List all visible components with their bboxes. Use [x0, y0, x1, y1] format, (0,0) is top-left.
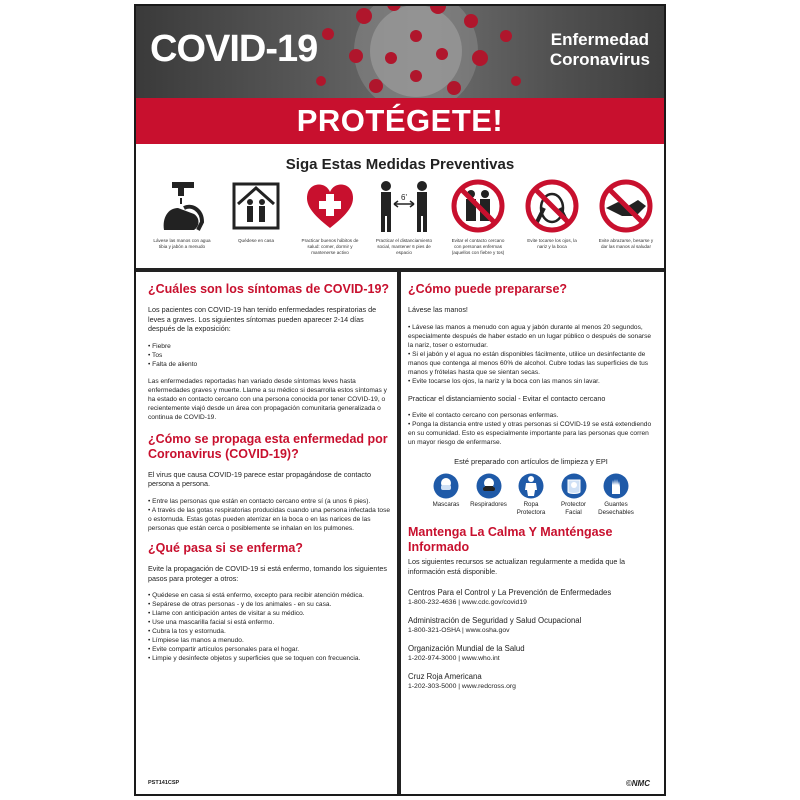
list-item: • Evite compartir artículos personales para el hogar. [148, 646, 300, 654]
respirator-icon [476, 473, 502, 499]
protective-suit-icon [518, 473, 544, 499]
header-banner [136, 6, 664, 98]
ppe-label: Protector Facial [560, 501, 587, 517]
health-heart-icon [302, 178, 358, 234]
resource-osha [408, 616, 654, 635]
measure-hand-washing [152, 178, 212, 266]
measure-caption: Evitar el contacto cercano con personas enfermas (aquellos con fiebre y tos) [451, 238, 505, 255]
list-item: • Fiebre [148, 342, 171, 350]
list-item: • A través de las gotas respiratorias producidas cuando una persona infectada tose o estornuda. Estas gotas pueden aterrizar en la boca o en las narices de las personas que están cerca o posiblemente se inhalan en los pulmones. [148, 506, 391, 532]
list-item: • Use una mascarilla facial si está enfermo. [148, 619, 275, 627]
ppe-label: Guantes Desechables [598, 501, 634, 517]
no-handshake-icon [598, 178, 654, 234]
resource-red-cross [408, 672, 654, 691]
ppe-row [426, 473, 636, 517]
resource-contact: 1-800-232-4636 | www.cdc.gov/covid19 [408, 599, 527, 607]
left-column [148, 282, 392, 671]
poster-title: COVID-19 [150, 28, 318, 70]
measure-caption: Quédese en casa [237, 238, 274, 243]
list-item: • Quédese en casa si está enfermo, excepto para recibir atención médica. [148, 592, 364, 600]
spread-paragraph: El virus que causa COVID-19 parece estar propagándose de contacto persona a persona. [148, 469, 371, 489]
stay-informed-paragraph: Los siguientes recursos se actualizan regularmente a medida que la información está disponible. [408, 557, 625, 576]
measures-icons-row [152, 178, 656, 266]
measure-caption: Evite tocarse los ojos, la nariz y la boca [527, 238, 577, 249]
measure-healthy-habits [300, 178, 360, 266]
list-item: • Tos [148, 351, 163, 359]
measure-no-handshake [596, 178, 656, 266]
list-item: • Ponga la distancia entre usted y otras personas si COVID-19 se está extendiendo en su comunidad. Esto es especialmente importante para las personas que corren un mayor riesgo de enfermarse. [408, 421, 652, 447]
list-item: • Falta de aliento [148, 360, 198, 368]
resource-name: Cruz Roja Americana [408, 672, 482, 682]
prepare-heading: ¿Cómo puede prepararse? [408, 282, 568, 296]
resource-name: Centros Para el Control y La Prevención de Enfermedades [408, 588, 612, 598]
list-item: • Si el jabón y el agua no están disponibles fácilmente, utilice un desinfectante de manos que contenga al menos 60% de alcohol. Cubre todas las superficies de tus manos y frótelas hasta que se sientan secas. [408, 350, 649, 376]
symptoms-list [148, 342, 392, 369]
list-item: • Lávese las manos a menudo con agua y jabón durante al menos 20 segundos, especialmente después de haber estado en un lugar público o después de sonarse la nariz, toser o estornudar. [408, 323, 652, 349]
stay-home-icon [228, 178, 284, 234]
measure-caption: Practicar el distanciamiento social, mantener 6 pies de espacio [375, 238, 433, 255]
measure-caption: Evite abrazarse, besarse y dar las manos al saludar [598, 238, 654, 249]
resource-who [408, 644, 654, 663]
distance-label: 6' [401, 193, 407, 202]
measure-stay-home [226, 178, 286, 266]
mask-icon [433, 473, 459, 499]
ppe-label: Mascaras [432, 501, 460, 509]
resource-contact: 1-202-303-5000 | www.redcross.org [408, 683, 516, 691]
measure-caption: Practicar buenos hábitos de salud: comer, dormir y mantenerse activo [301, 238, 359, 255]
spread-list [148, 497, 392, 533]
product-code: PST141CSP [148, 780, 180, 786]
symptoms-details: Las enfermedades reportadas han variado desde síntomas leves hasta enfermedades graves y muerte. Llame a su médico si desarrolla estos síntomas y ha estado en contacto cercano con una persona conocida por tener COVID-19, o recientemente viajó desde un área con propagación comunitaria generalizada o continua de COVID-19. [148, 377, 387, 421]
list-item: • Llame con anticipación antes de visitar a su médico. [148, 610, 305, 618]
column-divider [397, 272, 401, 794]
if-sick-paragraph: Evite la propagación de COVID-19 si está enfermo, tomando los siguientes pasos para proteger a otros: [148, 563, 387, 583]
list-item: • Evite el contacto cercano con personas enfermas. [408, 412, 559, 420]
poster-subtitle [550, 30, 650, 70]
no-close-contact-icon [450, 178, 506, 234]
ppe-gloves [596, 473, 636, 517]
gloves-icon [603, 473, 629, 499]
subtitle-line-2: Coronavirus [549, 50, 650, 69]
ppe-respirator [469, 473, 509, 517]
right-column [408, 282, 654, 700]
headline-bar: PROTÉGETE! [136, 98, 664, 144]
measure-no-face-touch [522, 178, 582, 266]
list-item: • Limpie y desinfecte objetos y superficies que se toquen con frecuencia. [148, 655, 361, 663]
face-shield-icon [561, 473, 587, 499]
ppe-label: Respiradores [470, 501, 507, 509]
if-sick-heading: ¿Qué pasa si se enferma? [148, 540, 303, 555]
list-item: • Cubra la tos y estornuda. [148, 628, 226, 636]
symptoms-heading: ¿Cuáles son los síntomas de COVID-19? [148, 282, 390, 296]
list-item: • Límpiese las manos a menudo. [148, 637, 244, 645]
ppe-label: Ropa Protectora [516, 501, 546, 517]
resource-contact: 1-202-974-3000 | www.who.int [408, 655, 500, 663]
if-sick-list [148, 591, 392, 663]
resource-name: Administración de Seguridad y Salud Ocupacional [408, 616, 582, 626]
ppe-protective-suit [511, 473, 551, 517]
ppe-title: Esté preparado con artículos de limpieza y EPI [454, 457, 608, 467]
no-face-touch-icon [524, 178, 580, 234]
resource-cdc [408, 588, 654, 607]
symptoms-paragraph: Los pacientes con COVID-19 han tenido enfermedades respiratorias de leves a graves. Los siguientes síntomas pueden aparecer 2-14 días después de la exposición: [148, 305, 377, 334]
ppe-mask [426, 473, 466, 517]
list-item: • Sepárese de otras personas - y de los animales - en su casa. [148, 601, 332, 609]
measure-social-distance [374, 178, 434, 266]
hand-washing-icon [154, 178, 210, 234]
stay-informed-heading: Mantenga La Calma Y Manténgase Informado [408, 525, 613, 555]
ppe-face-shield [554, 473, 594, 517]
brand-logo: ©NMC [625, 779, 650, 788]
resource-name: Organización Mundial de la Salud [408, 644, 525, 654]
measures-title: Siga Estas Medidas Preventivas [285, 156, 515, 173]
resource-contact: 1-800-321-OSHA | www.osha.gov [408, 627, 510, 635]
social-distance-list [408, 411, 654, 447]
list-item: • Evite tocarse los ojos, la nariz y la boca con las manos sin lavar. [408, 377, 600, 385]
social-distance-line: Practicar el distanciamiento social - Evitar el contacto cercano [408, 393, 606, 403]
measure-caption: Lávese las manos con agua tibia y jabón a menudo [153, 238, 211, 249]
wash-hands-line: Lávese las manos! [408, 305, 468, 314]
measure-no-close-contact [448, 178, 508, 266]
prepare-list [408, 323, 654, 386]
list-item: • Entre las personas que están en contacto cercano entre sí (a unos 6 pies). [148, 497, 371, 505]
poster [136, 6, 664, 794]
subtitle-line-1: Enfermedad [550, 30, 650, 49]
social-distance-icon [376, 178, 432, 234]
spread-heading: ¿Cómo se propaga esta enfermedad por Coronavirus (COVID-19)? [148, 431, 388, 461]
